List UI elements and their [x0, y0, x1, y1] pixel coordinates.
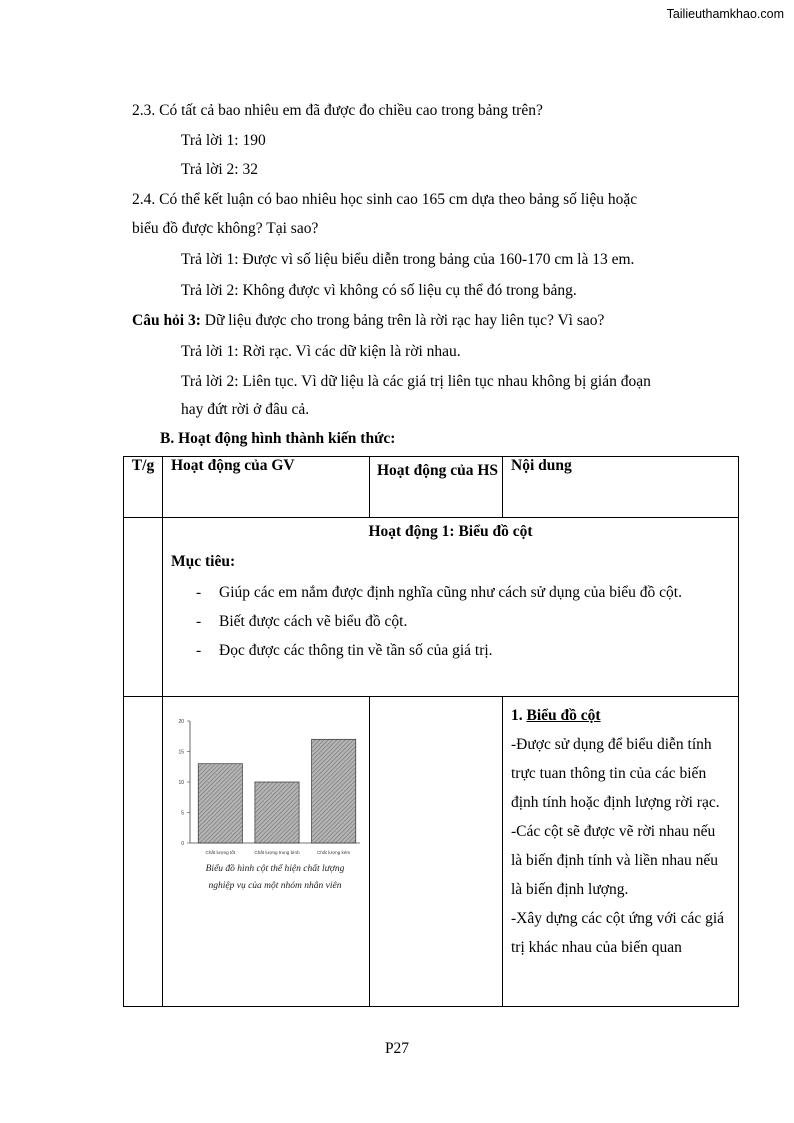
teacher-cell [163, 697, 370, 1007]
question-3 [132, 311, 604, 331]
content-time-cell [124, 697, 163, 1007]
content-heading-text: Biểu đồ cột [526, 707, 601, 724]
answer-2-4-1: Trả lời 1: Được vì số liệu biểu diễn trong bảng của 160-170 cm là 13 em. [181, 251, 635, 268]
bar-chart-svg [168, 713, 368, 913]
chart-y-tick-label: 10 [178, 780, 184, 786]
header-teacher: Hoạt động của GV [163, 457, 370, 518]
answer-2-3-1: Trả lời 1: 190 [181, 132, 266, 149]
goal-item: - Giúp các em nắm được định nghĩa cũng như cách sử dụng của biểu đồ cột. [196, 584, 682, 601]
answer-2-4-2: Trả lời 2: Không được vì không có số liệu cụ thể đó trong bảng. [181, 282, 577, 299]
goal-text: Đọc được các thông tin về tần số của giá trị. [219, 642, 493, 659]
chart-bar [312, 739, 356, 843]
content-heading-number: 1. [511, 707, 527, 724]
chart-bar [198, 764, 242, 843]
chart-y-tick-label: 0 [181, 841, 184, 847]
chart-caption-line1: Biểu đồ hình cột thể hiện chất lượng [205, 864, 345, 874]
chart-y-tick-label: 20 [178, 719, 184, 725]
content-paragraph: -Xây dựng các cột ứng với các giá trị khác nhau của biến quan [511, 910, 725, 956]
chart-bar [255, 782, 299, 843]
goal-text: Giúp các em nắm được định nghĩa cũng như cách sử dụng của biểu đồ cột. [219, 584, 682, 601]
question-2-3: 2.3. Có tất cả bao nhiêu em đã được đo chiều cao trong bảng trên? [132, 102, 543, 119]
activity-title: Hoạt động 1: Biểu đồ cột [368, 523, 533, 540]
student-cell [370, 697, 503, 1007]
site-watermark: Tailieuthamkhao.com [666, 7, 784, 21]
answer-2-3-2: Trả lời 2: 32 [181, 161, 258, 178]
chart-y-tick-label: 15 [178, 749, 184, 756]
goal-item: - Biết được cách vẽ biểu đồ cột. [196, 613, 408, 630]
answer-3-2: Trả lời 2: Liên tục. Vì dữ liệu là các giá trị liên tục nhau không bị gián đoạn [181, 373, 651, 390]
table-header-row [124, 457, 739, 518]
content-cell [503, 697, 739, 1007]
question-3-text: Dữ liệu được cho trong bảng trên là rời rạc hay liên tục? Vì sao? [200, 312, 605, 329]
goal-text: Biết được cách vẽ biểu đồ cột. [219, 613, 408, 630]
question-2-4-line1: 2.4. Có thể kết luận có bao nhiêu học sinh cao 165 cm dựa theo bảng số liệu hoặc [132, 191, 638, 208]
content-row [124, 697, 739, 1007]
activity-time-cell [124, 518, 163, 697]
content-paragraph: -Các cột sẽ được vẽ rời nhau nếu là biến định tính và liền nhau nếu là biến định lượng. [511, 823, 719, 898]
question-3-label: Câu hỏi 3: [132, 312, 201, 329]
chart-x-tick-label: Chất lượng kém [317, 850, 351, 855]
activity-table [123, 456, 739, 1007]
goal-label: Mục tiêu: [171, 553, 236, 570]
goal-list [171, 578, 730, 665]
answer-3-1: Trả lời 1: Rời rạc. Vì các dữ kiện là rời nhau. [181, 343, 461, 360]
header-content: Nội dung [503, 457, 739, 518]
bar-chart [168, 713, 368, 913]
goal-item: - Đọc được các thông tin về tần số của giá trị. [196, 642, 493, 659]
chart-caption-line2: nghiệp vụ của một nhóm nhân viên [208, 881, 342, 891]
activity-cell [163, 518, 739, 697]
page-number: P27 [384, 1040, 410, 1057]
chart-y-tick-label: 5 [181, 810, 184, 817]
question-2-4-line2: biểu đồ được không? Tại sao? [132, 220, 319, 237]
activity-row [124, 518, 739, 697]
content-paragraph: -Được sử dụng để biểu diễn tính trực tuan thông tin của các biến định tính hoặc định lượng rời rạc. [511, 736, 720, 811]
answer-3-2-cont: hay đứt rời ở đâu cả. [181, 401, 310, 418]
header-time: T/g [124, 457, 163, 518]
chart-x-tick-label: Chất lượng trung bình [254, 850, 300, 855]
content-heading [511, 701, 730, 730]
header-student: Hoạt động của HS [370, 457, 503, 518]
chart-x-tick-label: Chất lượng tốt [205, 850, 236, 855]
section-b-heading: B. Hoạt động hình thành kiến thức: [160, 430, 396, 447]
